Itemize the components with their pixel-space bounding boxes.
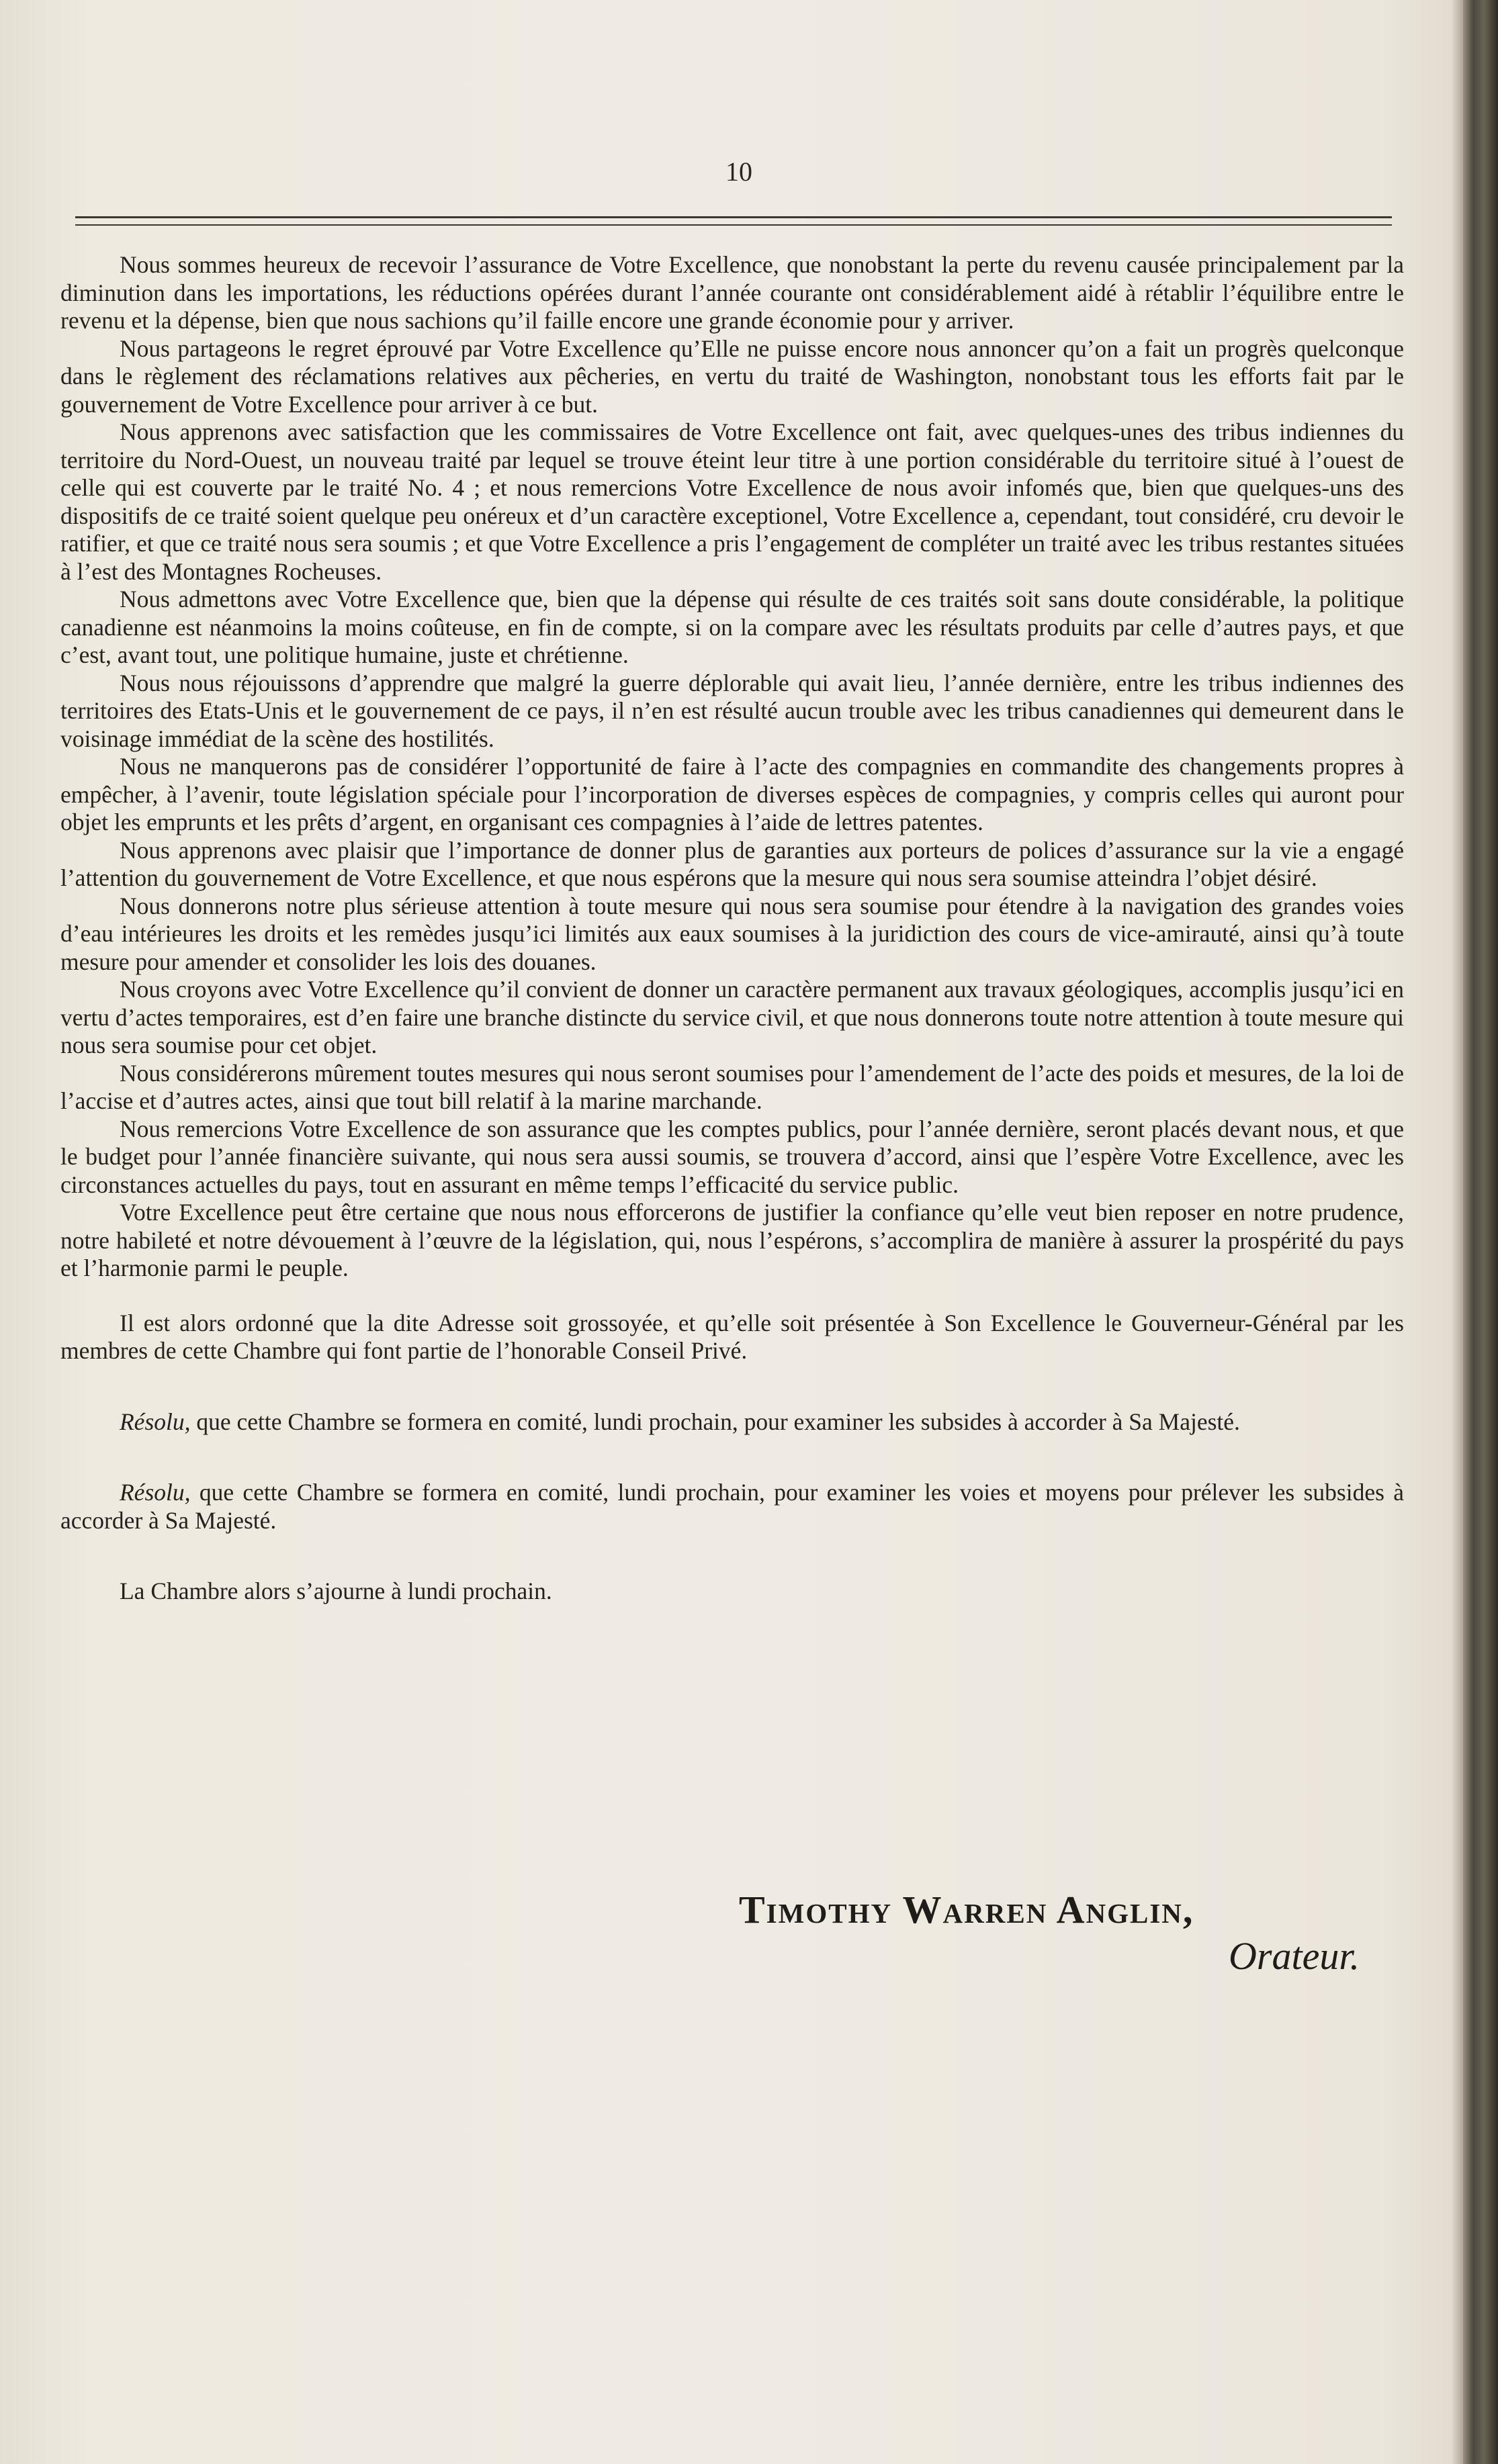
- paragraph: Nous apprenons avec plaisir que l’importance de donner plus de garanties aux porteurs de polices d’assurance sur la vie a engagé l’attention du gouvernement de Votre Excellence, et que nous espérons que la mesure qui nous sera soumise atteindra l’objet désiré.: [60, 836, 1404, 891]
- paragraph: Nous apprenons avec satisfaction que les commissaires de Votre Excellence ont fait, avec quelques-unes des tribus indiennes du territoire du Nord-Ouest, un nouveau traité par lequel se trouve éteint leur titre à une portion considérable du territoire situé à l’ouest de celle qui est couverte par le traité No. 4 ; et nous remercions Votre Excellence de nous avoir infomés que, bien que quelques-uns des dispositifs de ce traité soient quelque peu onéreux et d’un caractère exceptionel, Votre Excellence a, cependant, tout considéré, cru devoir le ratifier, et que ce traité nous sera soumis ; et que Votre Excellence a pris l’engagement de compléter un traité avec les tribus restantes situées à l’est des Montagnes Rocheuses.: [60, 418, 1404, 585]
- page-gutter-shadow: [1451, 0, 1463, 2464]
- paragraph: Nous croyons avec Votre Excellence qu’il convient de donner un caractère permanent aux travaux géologiques, accomplis jusqu’ici en vertu d’actes temporaires, est d’en faire une branche distincte du service civil, et que nous donnerons toute notre attention à toute mesure qui nous sera soumise pour cet objet.: [60, 976, 1404, 1058]
- adjourn-paragraph: La Chambre alors s’ajourne à lundi prochain.: [120, 1578, 552, 1604]
- paragraph: Nous nous réjouissons d’apprendre que malgré la guerre déplorable qui avait lieu, l’année dernière, entre les tribus indiennes des territoires des Etats-Unis et le gouvernement de ce pays, il n’en est résulté aucun trouble avec les tribus canadiennes qui demeurent dans le voisinage immédiat de la scène des hostilités.: [60, 669, 1404, 752]
- paragraph: Nous partageons le regret éprouvé par Votre Excellence qu’Elle ne puisse encore nous annoncer qu’on a fait un progrès quelconque dans le règlement des réclamations relatives aux pêcheries, en vertu du traité de Washington, nonobstant tous les efforts fait par le gouvernement de Votre Excellence pour arriver à ce but.: [60, 334, 1404, 418]
- resolution-paragraph: [60, 1408, 1404, 1436]
- order-paragraph: Il est alors ordonné que la dite Adresse soit grossoyée, et qu’elle soit présentée à Son Excellence le Gouverneur-Général par les membres de cette Chambre qui font partie de l’honorable Conseil Privé.: [60, 1309, 1404, 1364]
- resolution-label: Résolu,: [120, 1408, 191, 1435]
- resolution-paragraph: [60, 1479, 1404, 1535]
- speaker-title: Orateur.: [1229, 1934, 1360, 1978]
- paragraph: Nous ne manquerons pas de considérer l’opportunité de faire à l’acte des compagnies en commandite des changements propres à empêcher, à l’avenir, toute législation spéciale pour l’incorporation de diverses espèces de compagnies, y compris celles qui auront pour objet les emprunts et les prêts d’argent, en organisant ces compagnies à l’aide de lettres patentes.: [60, 753, 1404, 835]
- resolution-text: que cette Chambre se formera en comité, lundi prochain, pour examiner les subsides à accorder à Sa Majesté.: [190, 1408, 1240, 1435]
- paragraph: Nous considérerons mûrement toutes mesures qui nous seront soumises pour l’amendement de l’acte des poids et mesures, de la loi de l’accise et d’autres actes, ainsi que tout bill relatif à la marine marchande.: [60, 1059, 1404, 1114]
- header-rule: [75, 216, 1392, 218]
- page-number: 10: [725, 156, 752, 187]
- resolution-label: Résolu,: [120, 1479, 191, 1506]
- paragraph: Votre Excellence peut être certaine que nous nous efforcerons de justifier la confiance qu’elle veut bien reposer en notre prudence, notre habileté et notre dévouement à l’œuvre de la législation, qui, nous l’espérons, s’accomplira de manière à assurer la prospérité du pays et l’harmonie parmi le peuple.: [60, 1199, 1404, 1281]
- paragraph: Nous donnerons notre plus sérieuse attention à toute mesure qui nous sera soumise pour étendre à la navigation des grandes voies d’eau intérieures les droits et les remèdes jusqu’ici limités aux eaux soumises à la juridiction des cours de vice-amirauté, ainsi qu’à toute mesure pour amender et consolider les lois des douanes.: [60, 892, 1404, 975]
- body-text: [60, 251, 1404, 1606]
- resolution-text: que cette Chambre se formera en comité, lundi prochain, pour examiner les voies et moyens pour prélever les subsides à accorder à Sa Majesté.: [60, 1479, 1404, 1534]
- signature-block: [739, 1887, 1370, 1978]
- book-spine: [1463, 0, 1498, 2464]
- speaker-name: Timothy Warren Anglin,: [739, 1888, 1194, 1931]
- header-rule-thin: [75, 224, 1392, 226]
- paragraph: Nous admettons avec Votre Excellence que, bien que la dépense qui résulte de ces traités soit sans doute considérable, la politique canadienne est néanmoins la moins coûteuse, en fin de compte, si on la compare avec les résultats produits par celle d’autres pays, et que c’est, avant tout, une politique humaine, juste et chrétienne.: [60, 586, 1404, 668]
- paragraph: Nous remercions Votre Excellence de son assurance que les comptes publics, pour l’année dernière, seront placés devant nous, et que le budget pour l’année financière suivante, qui nous sera aussi soumis, se trouvera d’accord, ainsi que l’espère Votre Excellence, avec les circonstances actuelles du pays, tout en assurant en même temps l’efficacité du service public.: [60, 1115, 1404, 1198]
- paragraph: Nous sommes heureux de recevoir l’assurance de Votre Excellence, que nonobstant la perte du revenu causée principalement par la diminution dans les importations, les réductions opérées durant l’année courante ont considérablement aidé à rétablir l’équilibre entre le revenu et la dépense, bien que nous sachions qu’il faille encore une grande économie pour y arriver.: [60, 251, 1404, 334]
